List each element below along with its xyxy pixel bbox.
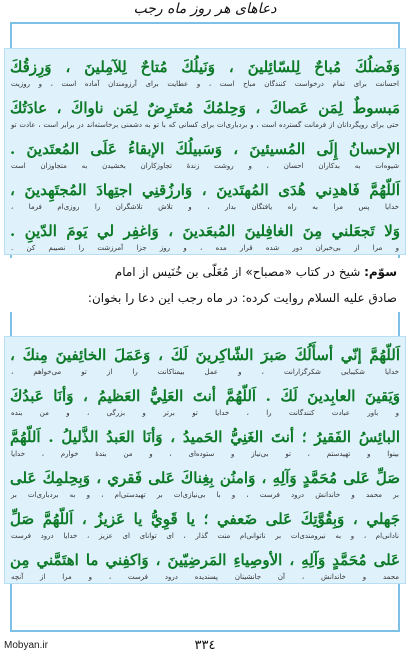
arabic-text: وَفَضلُكَ مُباحٌ لِلسّائِلينَ ، وَنَيلُكَ مُتاحٌ لِلآمِلينَ ، وَرِزقُكَ [10, 58, 400, 76]
translation-text: حتی برای رویگردانان از فرمانت گسترده است ، و بردباری‌ات برای کسانی که با تو به دشمنی برخاسته‌اند در برابر است ، عادت تو [11, 121, 399, 129]
prayer-line [5, 542, 405, 572]
arabic-text: وَلا تَجعَلني مِنَ الغافِلينَ المُبعَدينَ ، وَاغفِر لي يَومَ الدّينِ . [10, 222, 400, 240]
prayer-block-2 [4, 336, 406, 584]
prayer-line [5, 460, 405, 490]
translation-text: و باور عبادت کنندگانت را ، خدایا تو برتر و بزرگی ، و من بنده [11, 409, 399, 417]
arabic-text: صَلِّ عَلى مُحَمَّدٍ وَآلِهِ ، وَامنُن بِغِناكَ عَلى فَقري ، وَبِحِلمِكَ عَلى [10, 469, 400, 487]
prayer-line [5, 501, 405, 531]
arabic-text: جَهلي ، وَبِقُوَّتِكَ عَلى ضَعفي ؛ يا قَوِيُّ يا عَزيزُ ، اَللّهُمَّ صَلِّ [10, 510, 400, 528]
translation-text: خدایا پس مرا به راه یافتگان بدار ، و تلاش تلاشگران را روزی‌ام فرما ، [11, 203, 399, 211]
prose-line-1 [5, 259, 405, 285]
prayer-line [5, 337, 405, 367]
prayer-block-1 [4, 48, 406, 255]
prayer-line [5, 131, 405, 161]
page-header-title: دعاهای هر روز ماه رجب [133, 1, 277, 17]
translation-text: احسانت برای تمام درخواست کنندگان مباح است ، و عطایت برای آرزومندان آماده است ، و روزیت [11, 80, 399, 88]
page-number: ٣٣٤ [194, 638, 216, 653]
translation-text: نادانی‌ام ، و به نیرومندی‌ات بر ناتوانی‌ام منت گذار ، ای توانای ای عزیز ، خدایا درود فرست [11, 532, 399, 540]
arabic-text: اَللّهُمَّ إنّي أسأَلُكَ صَبرَ الشّاكِرينَ لَكَ ، وَعَمَلَ الخائِفينَ مِنكَ ، [10, 346, 400, 364]
translation-text: محمد و خاندانش ، آن جانشینان پسندیده درود فرست ، و مرا از آنچه [11, 573, 399, 581]
translation-text: بر محمد و خاندانش درود فرست ، و با بی‌نیازی‌ات بر تهیدستی‌ام ، و به بردباری‌ات بر [11, 491, 399, 499]
arabic-text: اَللّهُمَّ فَاهدِني هُدَى المُهتَدينَ ، وَارزُقنِي اجتِهادَ المُجتَهِدينَ ، [10, 181, 400, 199]
prayer-line [5, 49, 405, 79]
prose-intro [4, 258, 406, 312]
translation-text: بینوا و تهیدستم ، تو بی‌نیاز و ستوده‌ای ، و من بندهٔ خوارم ، خدایا [11, 450, 399, 458]
watermark: Mobyan.ir [4, 640, 48, 651]
prose-text: شیخ در کتاب «مصباح» از مُعَلّی بن خُنَیس از امام [114, 265, 361, 279]
prose-line-2: صادق عليه السلام روايت كرده: در ماه رجب اين دعا را بخوان: [87, 291, 397, 305]
translation-text: خدایا شکیبایی شکرگزارانت ، و عمل بیمناکانت را از تو می‌خواهم ، [11, 368, 399, 376]
prayer-line [5, 90, 405, 120]
arabic-text: الإحسانُ إِلَى المُسيئينَ ، وَسَبيلُكَ الإبقاءُ عَلَى المُعتَدينَ . [10, 140, 400, 158]
arabic-text: البائِسُ الفَقيرُ ؛ أنتَ الغَنِيُّ الحَميدُ ، وَأنَا العَبدُ الذَّليلُ . اَللّهُمَّ [10, 428, 400, 446]
prayer-line [5, 419, 405, 449]
prayer-line [5, 213, 405, 243]
translation-text: و مرا از بی‌خبران دور شده قرار مده ، و روز جزا آمرزشت را نصیبم کن . [11, 244, 399, 252]
arabic-text: وَيَقينَ العابِدينَ لَكَ . اَللّهُمَّ أنتَ العَلِيُّ العَظيمُ ، وَأنَا عَبدُكَ [10, 387, 400, 405]
arabic-text: مَبسوطٌ لِمَن عَصاكَ ، وَحِلمُكَ مُعتَرِضٌ لِمَن ناواكَ ، عادَتُكَ [10, 99, 400, 117]
prayer-line [5, 172, 405, 202]
translation-text: شیوه‌ات به بدکاران احسان ، و روشت زندهٔ تجاوزکاران بخشیدن به متجاوزان است [11, 162, 399, 170]
arabic-text: عَلى مُحَمَّدٍ وَآلِهِ ، الأوصِياءِ المَرضِيّينَ ، وَاكفِني ما اهتَمَّني مِن [10, 551, 400, 569]
prayer-line [5, 378, 405, 408]
section-label: سوّم: [364, 265, 397, 279]
